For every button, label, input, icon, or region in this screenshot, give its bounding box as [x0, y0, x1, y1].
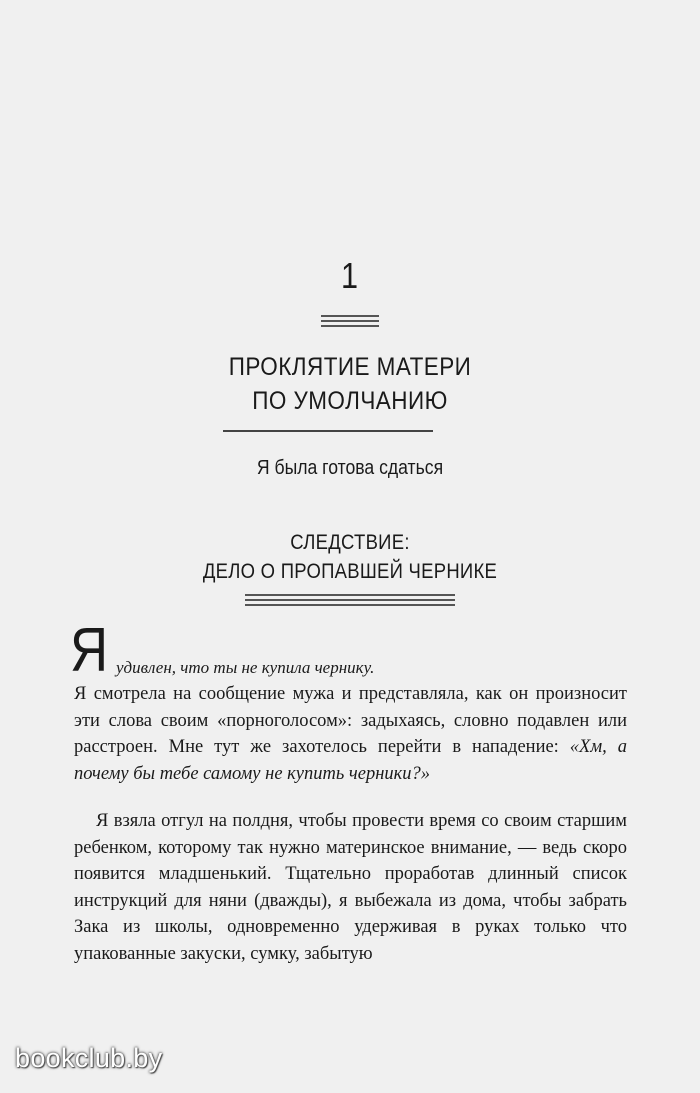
chapter-title-line1: ПРОКЛЯТИЕ МАТЕРИ	[228, 353, 472, 381]
section-heading-line2: ДЕЛО О ПРОПАВШЕЙ ЧЕРНИКЕ	[202, 560, 498, 583]
paragraph-1	[74, 681, 627, 787]
chapter-number: 1	[341, 255, 359, 296]
drop-cap: Я	[70, 616, 109, 685]
watermark: bookclub.by	[15, 1043, 163, 1073]
chapter-number-rule	[321, 315, 379, 330]
section-heading-line1: СЛЕДСТВИЕ:	[290, 531, 410, 554]
section-heading	[42, 528, 658, 586]
chapter-subtitle: Я была готова сдаться	[256, 457, 444, 479]
section-rule	[245, 594, 455, 609]
chapter-title-line2: ПО УМОЛЧАНИЮ	[252, 387, 448, 415]
title-divider	[223, 430, 433, 432]
paragraph-1-italic: «Хм, а почему бы тебе самому не купить черники?»	[74, 737, 627, 784]
paragraph-2: Я взяла отгул на полдня, чтобы провести время со своим старшим ребенком, которому так нужно материнское внимание, — ведь скоро появится младшенький. Тщательно проработав длинный список инструкций для няни (дважды), я выбежала из дома, чтобы забрать Зака из школы, одновременно удерживая в руках только что упакованные закуски, сумку, забытую	[74, 811, 627, 964]
paragraph-1-text: Я смотрела на сообщение мужа и представляла, как он произносит эти слова своим «порноголосом»: задыхаясь, словно подавлен или расстроен. Мне тут же захотелось перейти в нападение:	[74, 684, 627, 757]
opening-line: удивлен, что ты не купила чернику.	[116, 658, 375, 677]
chapter-title	[35, 350, 665, 418]
